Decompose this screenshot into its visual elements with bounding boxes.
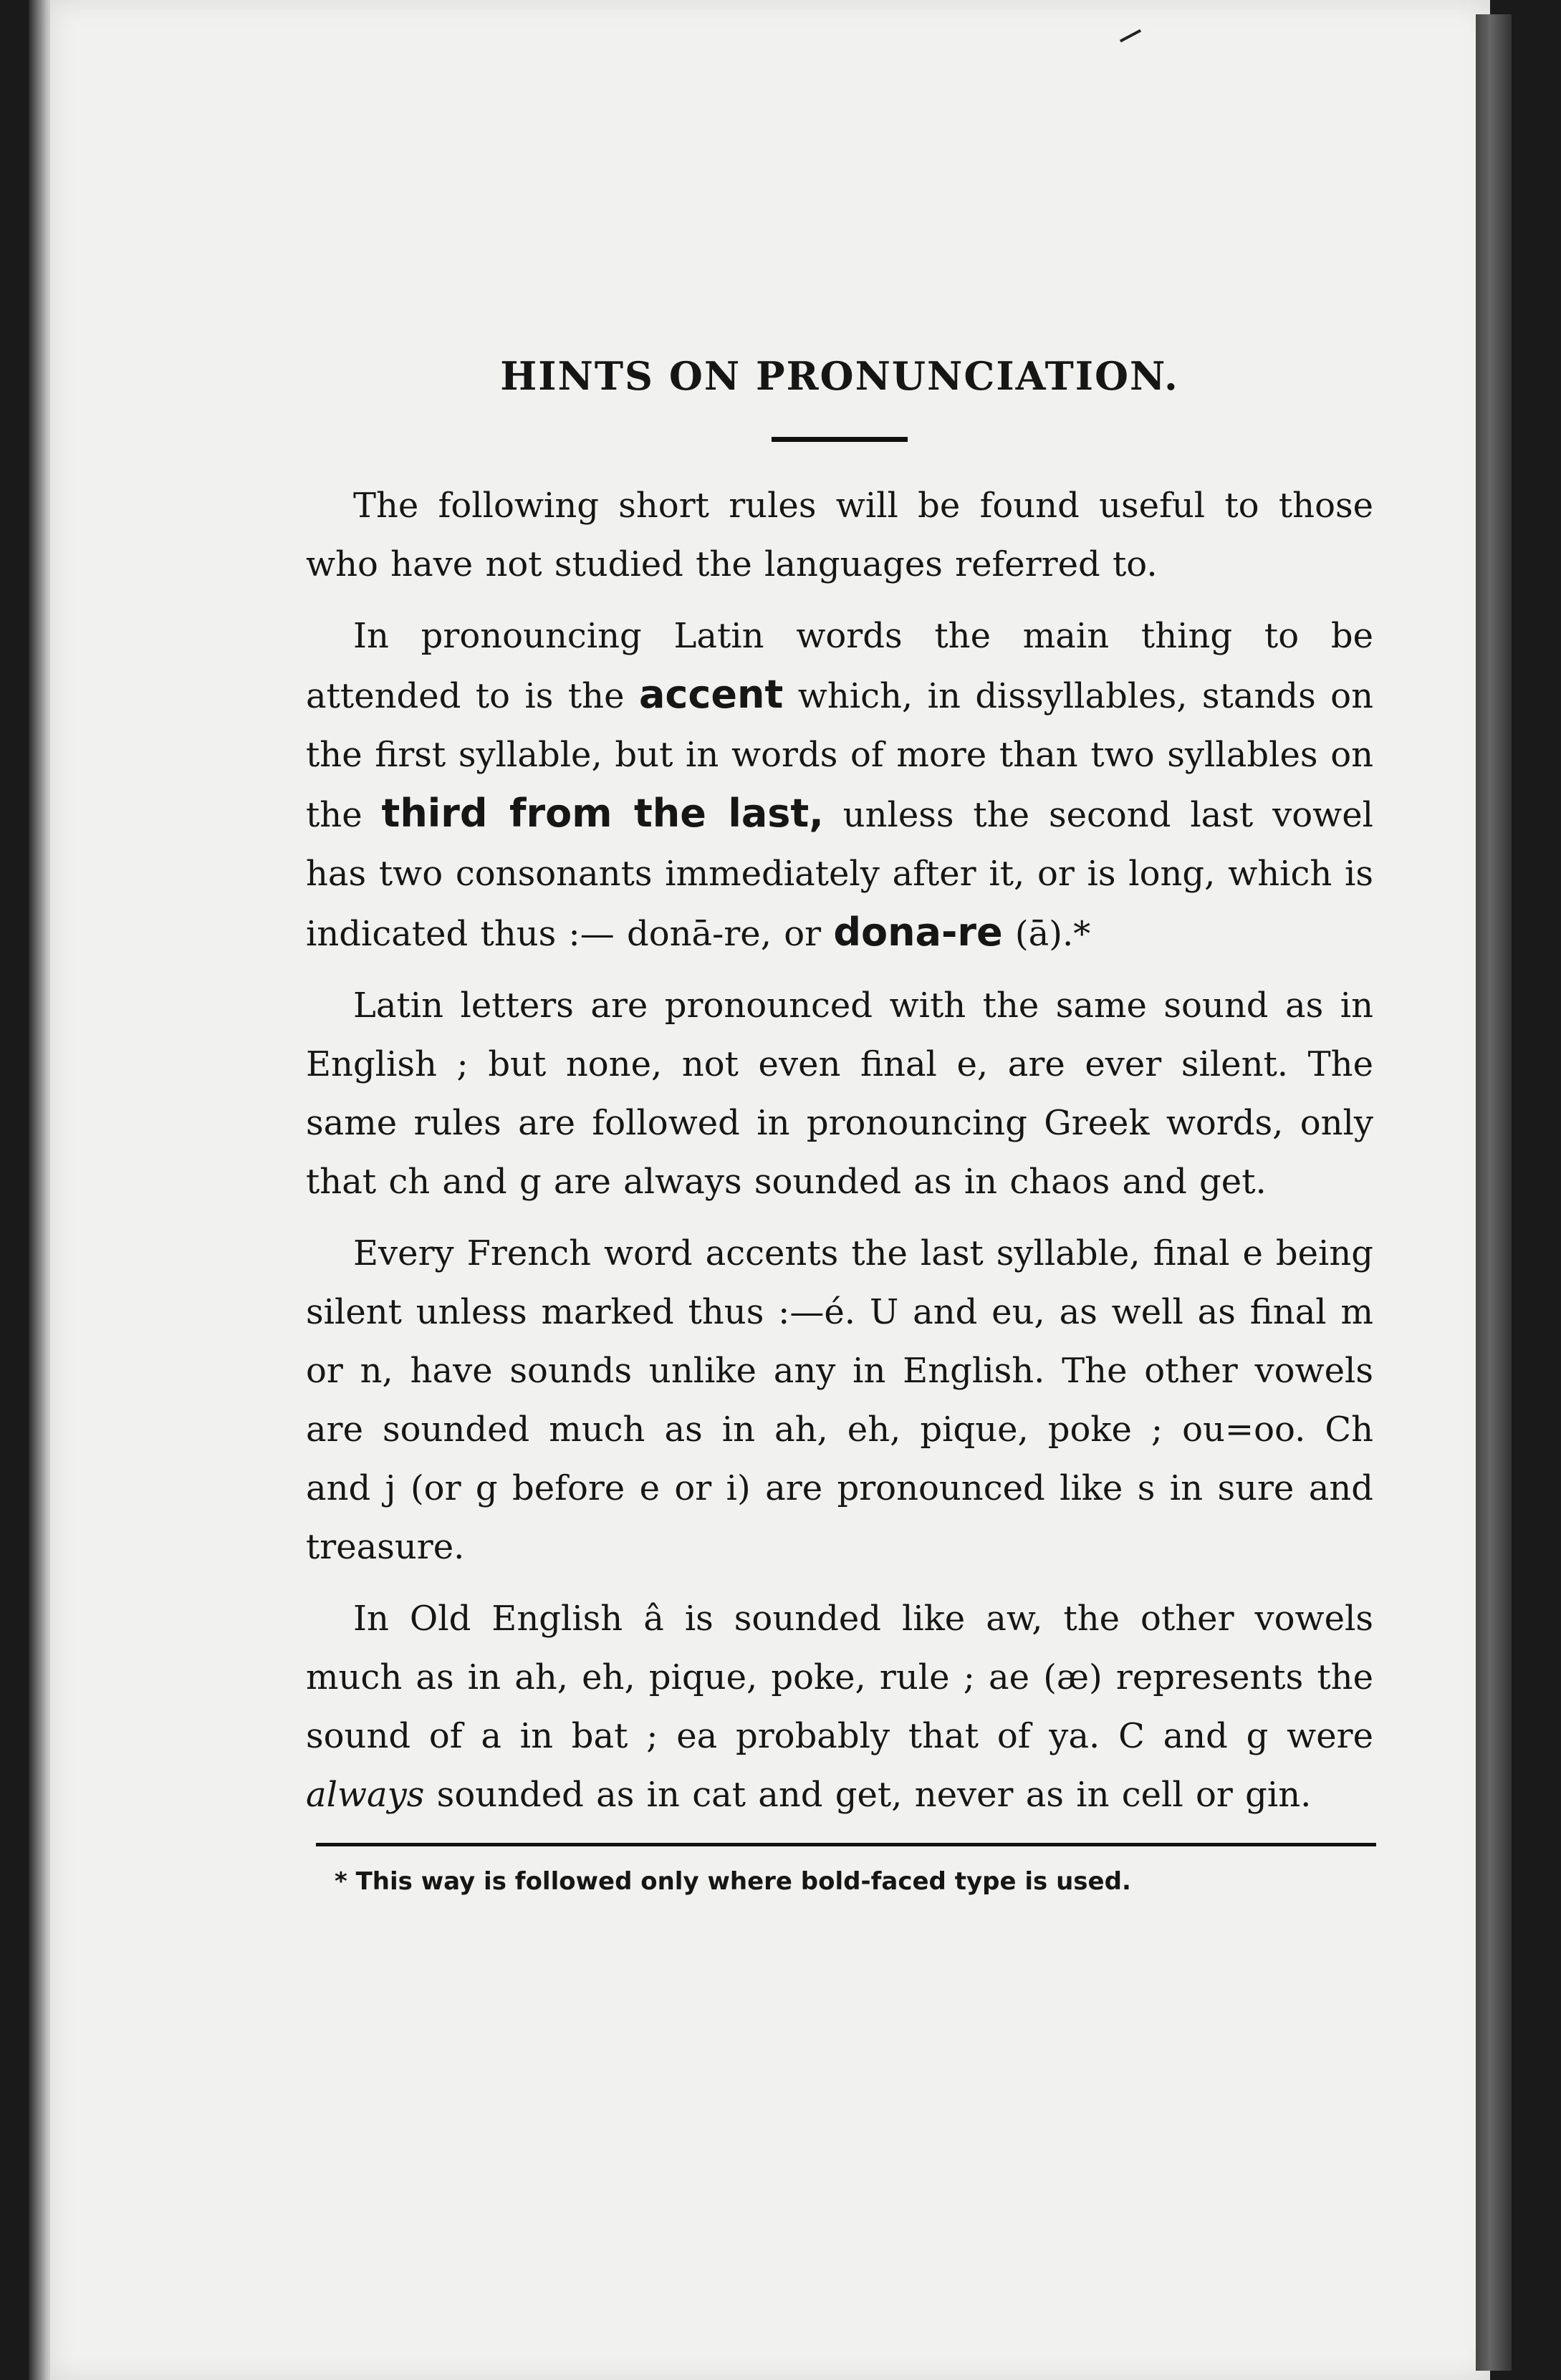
paragraph-latin-accent-text-1: In pronouncing Latin words the main thing to be attended to is the bbox=[306, 616, 1373, 716]
footnote: * This way is followed only where bold-faced type is used. bbox=[335, 1867, 1131, 1896]
pencil-mark bbox=[1120, 29, 1141, 43]
title-rule bbox=[772, 437, 908, 442]
paragraph-latin-accent-text-4: (ā).* bbox=[1002, 914, 1091, 954]
paragraph-latin-accent-text-3: unless the second last vowel has two consonants immediately after it, or is long, which is indicated thus :— donā-re, or bbox=[306, 795, 1373, 954]
paragraph-latin-accent-text-2: which, in dissyllables, stands on the first syllable, but in words of more than two syllables on the bbox=[306, 676, 1373, 835]
page-title: HINTS ON PRONUNCIATION. bbox=[500, 353, 1179, 399]
bold-term-dona-re: dona-re bbox=[833, 910, 1003, 955]
paragraph-old-english-text-2: sounded as in cat and get, never as in cell or gin. bbox=[424, 1775, 1312, 1815]
italic-term-always: always bbox=[306, 1775, 425, 1815]
bold-term-accent: accent bbox=[638, 672, 784, 717]
paragraph-french: Every French word accents the last syllable, final e being silent unless marked thus :—é. U and eu, as well as final m or n, have sounds unlike any in English. The other vowels are sounded much as in ah, eh, pique, poke ; ou=oo. Ch and j (or g before e or i) are pronounced like s in sure and treasure. bbox=[306, 1233, 1373, 1567]
paragraph-latin-letters: Latin letters are pronounced with the same sound as in English ; but none, not even final e, are ever silent. The same rules are followed in pronouncing Greek words, only that ch and g are always sounded as in chaos and get. bbox=[306, 986, 1373, 1202]
paragraph-old-english-text-1: In Old English â is sounded like aw, the other vowels much as in ah, eh, pique, poke, rule ; ae (æ) represents the sound of a in bat ; ea probably that of ya. C and g were bbox=[306, 1599, 1373, 1756]
paragraph-latin-accent bbox=[306, 607, 1373, 963]
page-edge-shadow bbox=[1476, 14, 1512, 2371]
footnote-rule bbox=[316, 1843, 1376, 1846]
bold-term-third-from-last: third from the last, bbox=[381, 791, 824, 836]
paragraph-old-english bbox=[306, 1589, 1373, 1824]
paragraph-intro: The following short rules will be found useful to those who have not studied the languages referred to. bbox=[306, 486, 1373, 584]
page-content bbox=[306, 344, 1373, 1899]
